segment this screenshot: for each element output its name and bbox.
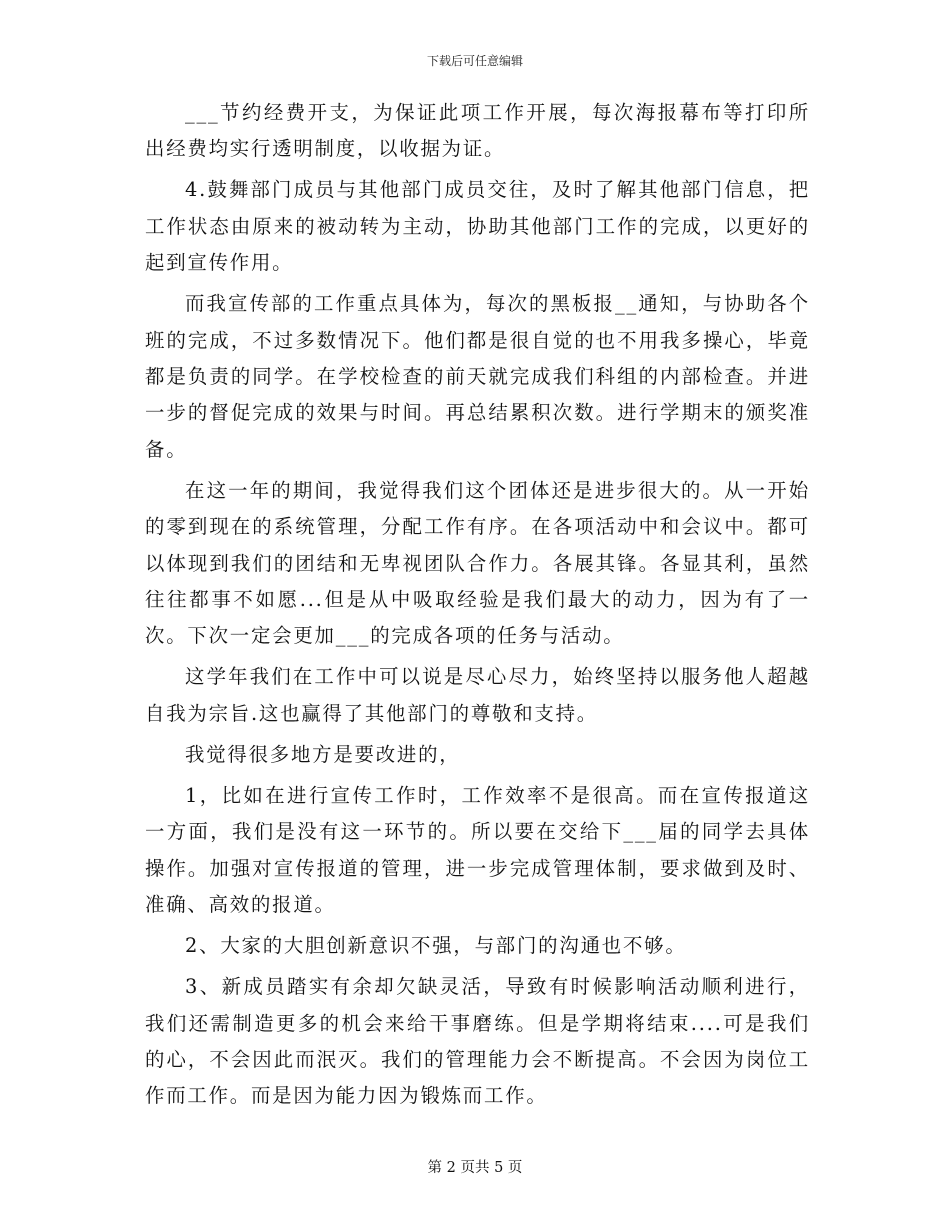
paragraph-improvements-intro: 我觉得很多地方是要改进的， (185, 742, 461, 766)
paragraph-item-4: 4.鼓舞部门成员与其他部门成员交往，及时了解其他部门信息，把工作状态由原来的被动转为主动，协助其他部门工作的完成，以更好的起到宣传作用。 (145, 178, 810, 275)
paragraph-year-review: 在这一年的期间，我觉得我们这个团体还是进步很大的。从一开始的零到现在的系统管理，分配工作有序。在各项活动中和会议中。都可以体现到我们的团结和无卑视团队合作力。各展其锋。各显其利，虽然往往都事不如愿...但是从中吸取经验是我们最大的动力，因为有了一次。下次一定会更加___的完成各项的任务与活动。 (145, 478, 810, 648)
paragraph-improvement-2: 2、大家的大胆创新意识不强，与部门的沟通也不够。 (185, 934, 687, 958)
paragraph-budget: ___节约经费开支，为保证此项工作开展，每次海报幕布等打印所出经费均实行透明制度，以收据为证。 (145, 101, 810, 161)
paragraph-work-focus: 而我宣传部的工作重点具体为，每次的黑板报__通知，与协助各个班的完成，不过多数情况下。他们都是很自觉的也不用我多操心，毕竟都是负责的同学。在学校检查的前天就完成我们科组的内部检查。并进一步的督促完成的效果与时间。再总结累积次数。进行学期末的颁奖准备。 (145, 292, 810, 461)
paragraph-improvement-1: 1，比如在进行宣传工作时，工作效率不是很高。而在宣传报道这一方面，我们是没有这一环节的。所以要在交给下___届的同学去具体操作。加强对宣传报道的管理，进一步完成管理体制，要求做到及时、准确、高效的报道。 (145, 783, 810, 917)
paragraph-improvement-3: 3、新成员踏实有余却欠缺灵活，导致有时候影响活动顺利进行，我们还需制造更多的机会来给干事磨练。但是学期将结束....可是我们的心，不会因此而泯灭。我们的管理能力会不断提高。不会因为岗位工作而工作。而是因为能力因为锻炼而工作。 (145, 975, 810, 1108)
paragraph-service: 这学年我们在工作中可以说是尽心尽力，始终坚持以服务他人超越自我为宗旨.这也赢得了其他部门的尊敬和支持。 (145, 665, 810, 725)
page-number: 第 2 页共 5 页 (427, 1160, 523, 1176)
page-header: 下载后可任意编辑 (426, 54, 523, 68)
document-body (145, 95, 810, 1119)
